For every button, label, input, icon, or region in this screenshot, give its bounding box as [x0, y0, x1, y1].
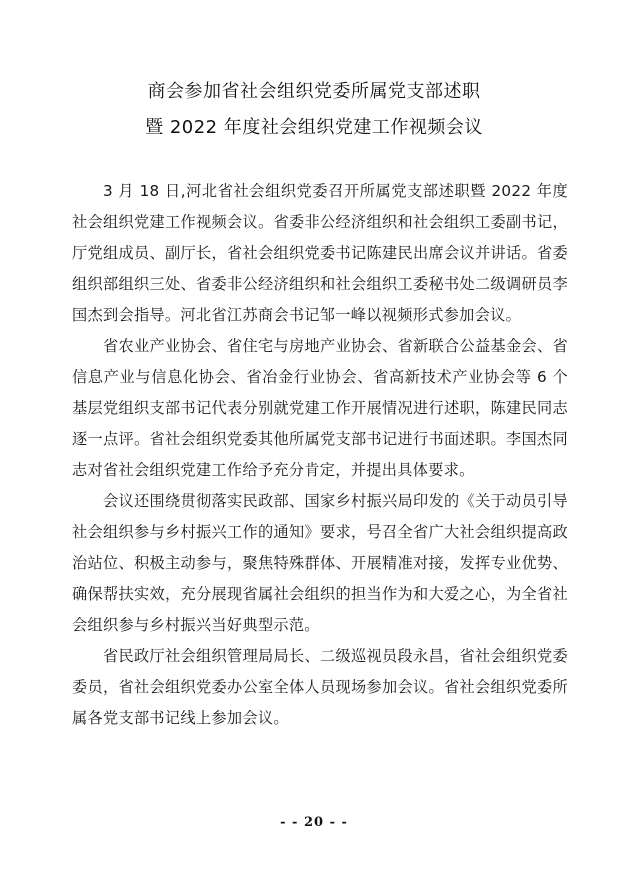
body-paragraph-3: 会议还围绕贯彻落实民政部、国家乡村振兴局印发的《关于动员引导社会组织参与乡村振兴工作的通知》要求，号召全省广大社会组织提高政治站位、积极主动参与，聚焦特殊群体、开展精准对接，发挥专业优势、确保帮扶实效，充分展现省属社会组织的担当作为和大爱之心，为全省社会组织参与乡村振兴当好典型示范。 — [72, 492, 568, 634]
page-number: - - 20 - - — [280, 815, 348, 830]
document-title-line-1: 商会参加省社会组织党委所属党支部述职 — [147, 81, 481, 102]
body-paragraph-4: 省民政厅社会组织管理局局长、二级巡视员段永昌，省社会组织党委委员，省社会组织党委办公室全体人员现场参加会议。省社会组织党委所属各党支部书记线上参加会议。 — [72, 647, 568, 727]
document-body — [72, 176, 568, 734]
body-paragraph-1: 3 月 18 日,河北省社会组织党委召开所属党支部述职暨 2022 年度社会组织党建工作视频会议。省委非公经济组织和社会组织工委副书记，厅党组成员、副厅长，省社会组织党委书记陈建民出席会议并讲话。省委组织部组织三处、省委非公经济组织和社会组织工委秘书处二级调研员李国杰到会指导。河北省江苏商会书记邹一峰以视频形式参加会议。 — [72, 182, 568, 324]
body-paragraph-2: 省农业产业协会、省住宅与房地产业协会、省新联合公益基金会、省信息产业与信息化协会、省冶金行业协会、省高新技术产业协会等 6 个基层党组织支部书记代表分别就党建工作开展情况进行述职，陈建民同志逐一点评。省社会组织党委其他所属党支部书记进行书面述职。李国杰同志对省社会组织党建工作给予充分肯定，并提出具体要求。 — [72, 337, 568, 479]
document-title-line-2: 暨 2022 年度社会组织党建工作视频会议 — [145, 117, 483, 138]
